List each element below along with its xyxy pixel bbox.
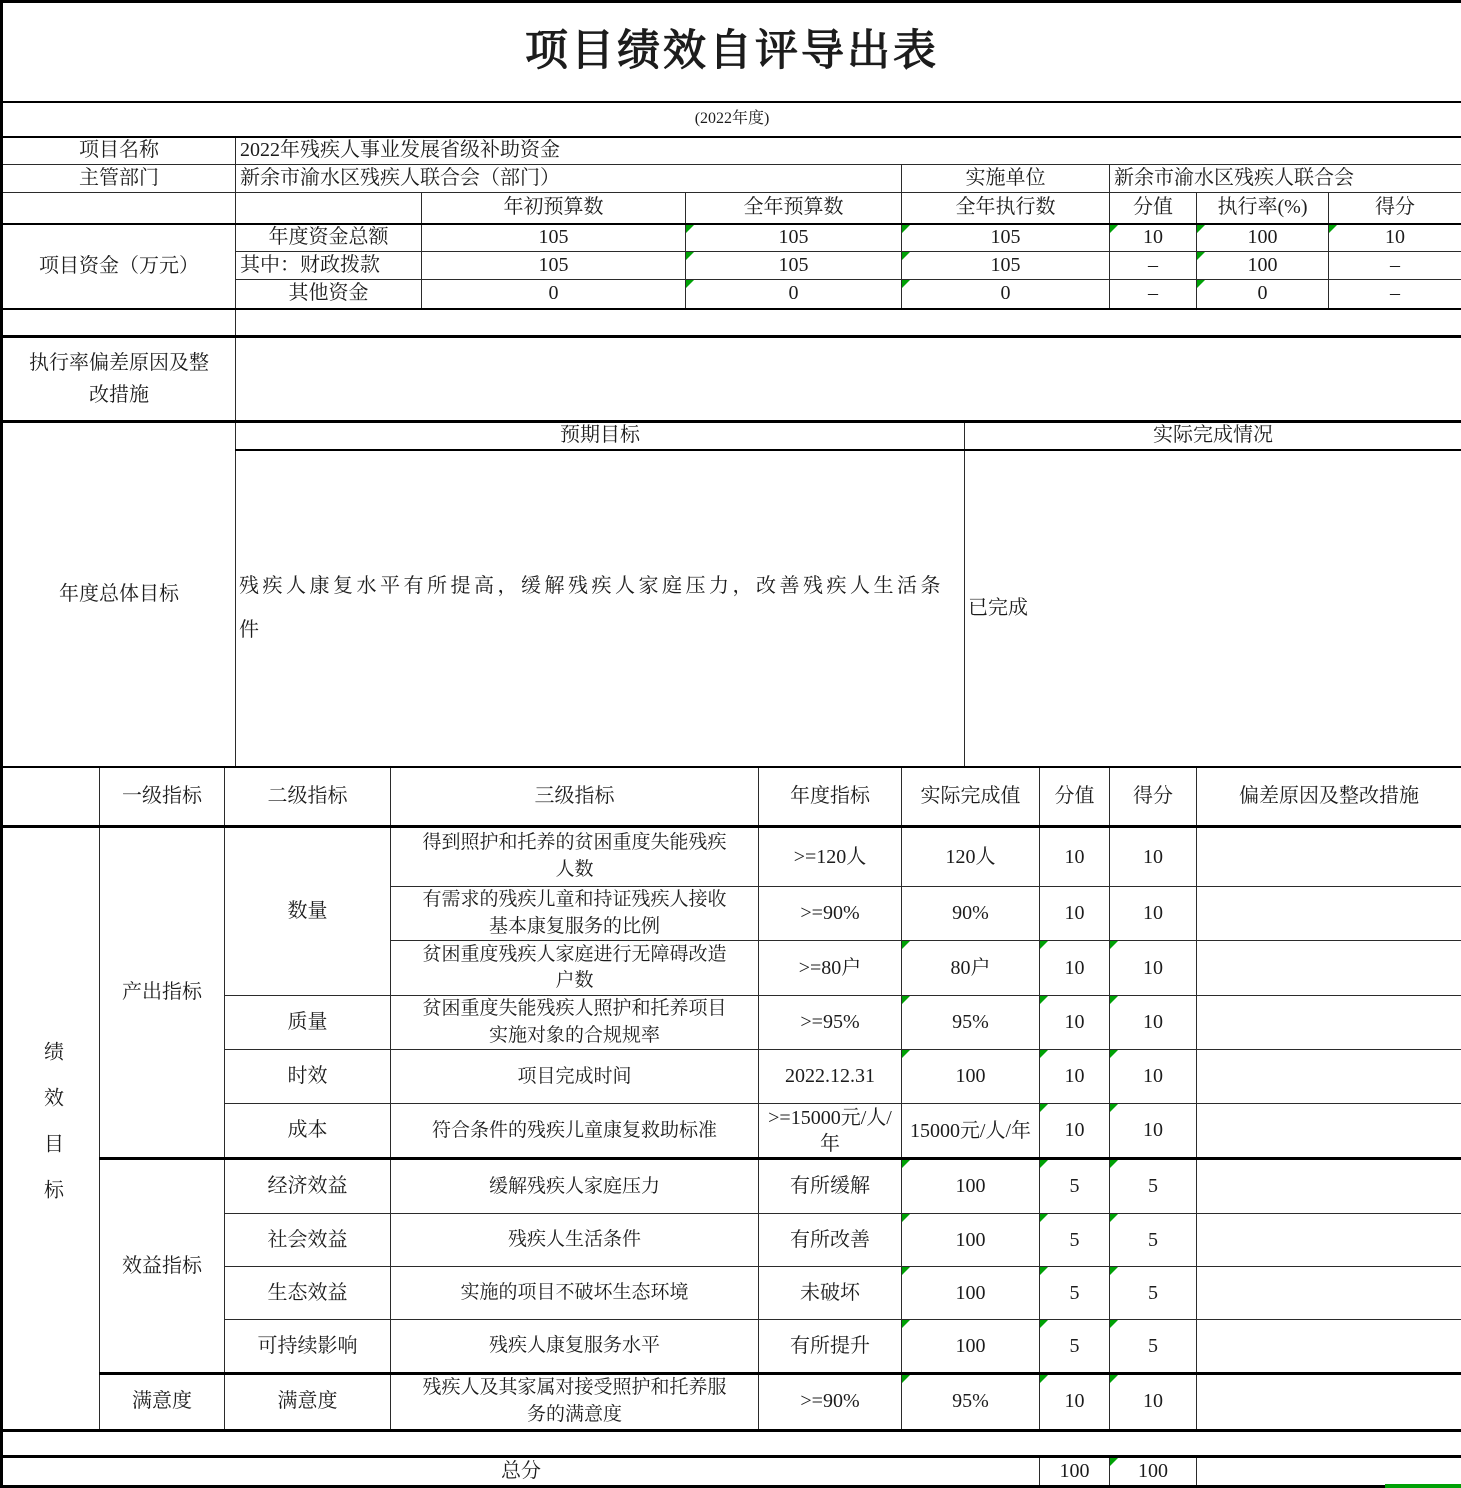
department-row	[2, 165, 1461, 193]
cell-deviation	[1197, 1050, 1461, 1104]
cell-text: 0	[1258, 282, 1268, 304]
cell-text: 10	[1143, 1390, 1163, 1412]
cell-deviation	[1197, 887, 1461, 941]
deviation-label: 执行率偏差原因及整改措施	[2, 337, 236, 422]
green-corner-indicator	[1040, 1320, 1048, 1328]
cell-annual-budget	[686, 280, 902, 309]
cell-l2-economic: 经济效益	[225, 1159, 391, 1214]
spacer-cell-right	[236, 309, 1461, 337]
deviation-value	[236, 337, 1461, 422]
spacer-row	[2, 1430, 1461, 1456]
cell-text: 100	[1248, 254, 1278, 276]
green-corner-indicator	[1110, 1320, 1118, 1328]
total-deviation-empty	[1197, 1456, 1461, 1486]
cell-text: 100	[956, 1065, 986, 1087]
goal-expected-header: 预期目标	[236, 422, 965, 450]
page-title: 项目绩效自评导出表	[2, 2, 1461, 102]
cell-score-value	[1040, 1267, 1110, 1320]
cell-text: 10	[1065, 957, 1085, 979]
cell-annual-execution	[902, 252, 1110, 280]
cell-text: 10	[1385, 226, 1405, 248]
green-corner-indicator	[902, 1320, 910, 1328]
cell-text: 100	[956, 1175, 986, 1197]
cell-score	[1110, 1050, 1197, 1104]
cell-deviation	[1197, 941, 1461, 996]
green-corner-indicator	[1110, 996, 1118, 1004]
cell-text: 5	[1148, 1229, 1158, 1251]
cell-actual: 90%	[902, 887, 1040, 941]
cell-text: 100	[956, 1335, 986, 1357]
cell-text: 5	[1070, 1282, 1080, 1304]
green-corner-indicator	[902, 225, 910, 233]
cell-score	[1110, 1267, 1197, 1320]
cell-deviation	[1197, 1374, 1461, 1430]
cell-score-value	[1040, 1050, 1110, 1104]
green-corner-indicator	[902, 1267, 910, 1275]
funds-row-name: 其中：财政拨款	[236, 252, 422, 280]
cell-deviation	[1197, 1159, 1461, 1214]
cell-text: 5	[1148, 1335, 1158, 1357]
col-header-initial-budget: 年初预算数	[422, 193, 686, 224]
cell-l2-social: 社会效益	[225, 1214, 391, 1267]
green-corner-indicator	[902, 280, 910, 288]
total-score	[1110, 1456, 1197, 1486]
performance-goal-vertical-label: 绩效目标	[2, 827, 100, 1431]
cell-target: 有所缓解	[759, 1159, 902, 1214]
project-name-row	[2, 137, 1461, 165]
cell-l2-quantity: 数量	[225, 827, 391, 996]
cell-score: –	[1329, 252, 1461, 280]
header-score: 得分	[1110, 767, 1197, 827]
funds-row-name: 年度资金总额	[236, 224, 422, 252]
indicator-row	[2, 827, 1461, 887]
green-corner-indicator	[686, 225, 694, 233]
cell-score	[1110, 1104, 1197, 1159]
cell-text: 10	[1143, 226, 1163, 248]
dept-value: 新余市渝水区残疾人联合会（部门）	[236, 165, 902, 193]
cell-annual-execution	[902, 224, 1110, 252]
total-label: 总分	[2, 1456, 1040, 1486]
green-corner-indicator	[686, 280, 694, 288]
cell-text: 5	[1070, 1175, 1080, 1197]
green-corner-indicator	[1110, 1458, 1118, 1466]
green-corner-indicator	[902, 1160, 910, 1168]
col-header-annual-execution: 全年执行数	[902, 193, 1110, 224]
cell-deviation	[1197, 1267, 1461, 1320]
cell-target: >=90%	[759, 887, 902, 941]
col-header-annual-budget: 全年预算数	[686, 193, 902, 224]
header-l2: 二级指标	[225, 767, 391, 827]
cell-target: >=15000元/人/年	[759, 1104, 902, 1159]
impl-unit-value: 新余市渝水区残疾人联合会	[1110, 165, 1461, 193]
cell-actual	[902, 1159, 1040, 1214]
cell-text: 100	[956, 1282, 986, 1304]
cell-score-value	[1040, 941, 1110, 996]
cell-score-value: 10	[1040, 887, 1110, 941]
cell-actual	[902, 1374, 1040, 1430]
cell-l3: 残疾人及其家属对接受照护和托养服务的满意度	[391, 1374, 759, 1430]
goal-actual-value: 已完成	[965, 450, 1461, 767]
cell-deviation	[1197, 827, 1461, 887]
indicator-row	[2, 1374, 1461, 1430]
cell-l3: 实施的项目不破坏生态环境	[391, 1267, 759, 1320]
cell-text: 100	[956, 1229, 986, 1251]
cell-deviation	[1197, 1214, 1461, 1267]
green-corner-indicator	[1040, 1160, 1048, 1168]
cell-score	[1110, 1159, 1197, 1214]
cell-text: 5	[1070, 1335, 1080, 1357]
green-corner-indicator	[902, 1214, 910, 1222]
total-row	[2, 1456, 1461, 1486]
impl-unit-label: 实施单位	[902, 165, 1110, 193]
cell-l3: 有需求的残疾儿童和持证残疾人接收基本康复服务的比例	[391, 887, 759, 941]
cell-l1-satisfaction: 满意度	[100, 1374, 225, 1430]
year-subtitle: (2022年度)	[2, 102, 1461, 137]
green-corner-indicator	[1110, 1214, 1118, 1222]
cell-text: 5	[1070, 1229, 1080, 1251]
cell-score-value: –	[1110, 252, 1197, 280]
green-corner-indicator	[1110, 1267, 1118, 1275]
cell-l2-satisfaction: 满意度	[225, 1374, 391, 1430]
cell-target: 有所改善	[759, 1214, 902, 1267]
cell-text: 10	[1065, 1119, 1085, 1141]
cell-execution-rate	[1197, 280, 1329, 309]
funds-row-name: 其他资金	[236, 280, 422, 309]
cell-text: 105	[779, 254, 809, 276]
cell-text: 10	[1143, 957, 1163, 979]
green-corner-indicator	[902, 252, 910, 260]
green-corner-indicator	[1110, 1050, 1118, 1058]
goal-actual-header: 实际完成情况	[965, 422, 1461, 450]
cell-score-value	[1040, 1320, 1110, 1374]
cell-score	[1329, 224, 1461, 252]
cell-actual	[902, 996, 1040, 1050]
spacer-cell-left	[2, 309, 236, 337]
cell-score	[1110, 1320, 1197, 1374]
cell-l1-benefit: 效益指标	[100, 1159, 225, 1374]
cell-text: 0	[789, 282, 799, 304]
cell-initial-budget: 105	[422, 224, 686, 252]
title-row	[2, 2, 1461, 102]
cell-text: 80户	[951, 957, 991, 979]
cell-target: 有所提升	[759, 1320, 902, 1374]
cell-actual	[902, 1050, 1040, 1104]
cell-deviation	[1197, 1320, 1461, 1374]
funds-header-empty1	[2, 193, 236, 224]
cell-text: 95%	[952, 1390, 989, 1412]
green-corner-indicator	[1110, 1160, 1118, 1168]
cell-text: 95%	[952, 1011, 989, 1033]
cell-text: 100	[1248, 226, 1278, 248]
col-header-execution-rate: 执行率(%)	[1197, 193, 1329, 224]
funds-row-total	[2, 224, 1461, 252]
cell-target: >=120人	[759, 827, 902, 887]
cell-score: –	[1329, 280, 1461, 309]
green-corner-indicator	[1040, 941, 1048, 949]
cell-text: 100	[1138, 1460, 1168, 1482]
cell-initial-budget: 0	[422, 280, 686, 309]
cell-score-value	[1040, 1214, 1110, 1267]
sheet-boundary-green-mark	[1385, 1484, 1461, 1488]
cell-score-value	[1110, 224, 1197, 252]
cell-l3: 残疾人生活条件	[391, 1214, 759, 1267]
green-corner-indicator	[1197, 252, 1205, 260]
goal-header-row	[2, 422, 1461, 450]
cell-actual	[902, 941, 1040, 996]
indicator-header-empty	[2, 767, 100, 827]
cell-actual	[902, 1320, 1040, 1374]
spacer-row	[2, 309, 1461, 337]
cell-l3: 项目完成时间	[391, 1050, 759, 1104]
green-corner-indicator	[902, 1050, 910, 1058]
indicator-row	[2, 1159, 1461, 1214]
green-corner-indicator	[1040, 1104, 1048, 1112]
cell-l3: 得到照护和托养的贫困重度失能残疾人数	[391, 827, 759, 887]
green-corner-indicator	[1197, 225, 1205, 233]
cell-score	[1110, 1374, 1197, 1430]
cell-annual-budget	[686, 252, 902, 280]
green-corner-indicator	[1110, 1375, 1118, 1383]
project-name-value: 2022年残疾人事业发展省级补助资金	[236, 137, 1461, 165]
header-score-value: 分值	[1040, 767, 1110, 827]
total-score-value: 100	[1040, 1456, 1110, 1486]
header-l1: 一级指标	[100, 767, 225, 827]
green-corner-indicator	[686, 252, 694, 260]
indicator-header-row	[2, 767, 1461, 827]
green-corner-indicator	[1197, 280, 1205, 288]
cell-text: 105	[991, 226, 1021, 248]
cell-text: 5	[1148, 1175, 1158, 1197]
project-name-label: 项目名称	[2, 137, 236, 165]
funds-header-empty2	[236, 193, 422, 224]
funds-header-row	[2, 193, 1461, 224]
cell-l3: 贫困重度失能残疾人照护和托养项目实施对象的合规规率	[391, 996, 759, 1050]
green-corner-indicator	[902, 996, 910, 1004]
green-corner-indicator	[1040, 1214, 1048, 1222]
green-corner-indicator	[1110, 941, 1118, 949]
header-actual: 实际完成值	[902, 767, 1040, 827]
deviation-row	[2, 337, 1461, 422]
cell-score-value: 10	[1040, 827, 1110, 887]
spacer-cell	[2, 1430, 1461, 1456]
cell-annual-execution	[902, 280, 1110, 309]
cell-text: 10	[1065, 1390, 1085, 1412]
cell-l3: 缓解残疾人家庭压力	[391, 1159, 759, 1214]
subtitle-row	[2, 102, 1461, 137]
cell-score-value	[1040, 1374, 1110, 1430]
cell-score-value	[1040, 996, 1110, 1050]
funds-label: 项目资金（万元）	[2, 224, 236, 309]
cell-score	[1110, 941, 1197, 996]
green-corner-indicator	[902, 1375, 910, 1383]
cell-score-value	[1040, 1104, 1110, 1159]
cell-text: 10	[1143, 1119, 1163, 1141]
green-corner-indicator	[1040, 1375, 1048, 1383]
cell-l3: 残疾人康复服务水平	[391, 1320, 759, 1374]
cell-l3: 符合条件的残疾儿童康复救助标准	[391, 1104, 759, 1159]
cell-text: 10	[1143, 1065, 1163, 1087]
cell-annual-budget	[686, 224, 902, 252]
green-corner-indicator	[1329, 225, 1337, 233]
cell-l2-sustainable: 可持续影响	[225, 1320, 391, 1374]
green-corner-indicator	[902, 941, 910, 949]
cell-score: 10	[1110, 827, 1197, 887]
cell-execution-rate	[1197, 224, 1329, 252]
cell-l2-quality: 质量	[225, 996, 391, 1050]
header-deviation: 偏差原因及整改措施	[1197, 767, 1461, 827]
cell-actual	[902, 1267, 1040, 1320]
goal-label: 年度总体目标	[2, 422, 236, 767]
cell-text: 10	[1065, 1011, 1085, 1033]
col-header-score: 得分	[1329, 193, 1461, 224]
cell-score: 10	[1110, 887, 1197, 941]
green-corner-indicator	[1040, 1267, 1048, 1275]
green-corner-indicator	[1110, 1104, 1118, 1112]
cell-initial-budget: 105	[422, 252, 686, 280]
cell-target: 2022.12.31	[759, 1050, 902, 1104]
cell-text: 0	[1001, 282, 1011, 304]
cell-score	[1110, 996, 1197, 1050]
cell-l1-output: 产出指标	[100, 827, 225, 1159]
col-header-score-value: 分值	[1110, 193, 1197, 224]
green-corner-indicator	[1040, 996, 1048, 1004]
cell-target: >=95%	[759, 996, 902, 1050]
green-corner-indicator	[1040, 1050, 1048, 1058]
cell-text: 105	[991, 254, 1021, 276]
cell-text: 10	[1143, 1011, 1163, 1033]
cell-l2-ecological: 生态效益	[225, 1267, 391, 1320]
cell-text: 5	[1148, 1282, 1158, 1304]
header-target: 年度指标	[759, 767, 902, 827]
cell-score-value: –	[1110, 280, 1197, 309]
cell-target: 未破坏	[759, 1267, 902, 1320]
cell-actual: 120人	[902, 827, 1040, 887]
goal-expected-value: 残疾人康复水平有所提高，缓解残疾人家庭压力，改善残疾人生活条件	[236, 450, 965, 767]
cell-score	[1110, 1214, 1197, 1267]
cell-l2-timeliness: 时效	[225, 1050, 391, 1104]
header-l3: 三级指标	[391, 767, 759, 827]
cell-deviation	[1197, 996, 1461, 1050]
cell-actual	[902, 1214, 1040, 1267]
dept-label: 主管部门	[2, 165, 236, 193]
cell-target: >=80户	[759, 941, 902, 996]
green-corner-indicator	[1110, 225, 1118, 233]
cell-l3: 贫困重度残疾人家庭进行无障碍改造户数	[391, 941, 759, 996]
cell-target: >=90%	[759, 1374, 902, 1430]
cell-actual: 15000元/人/年	[902, 1104, 1040, 1159]
cell-l2-cost: 成本	[225, 1104, 391, 1159]
cell-deviation	[1197, 1104, 1461, 1159]
cell-execution-rate	[1197, 252, 1329, 280]
cell-text: 105	[779, 226, 809, 248]
cell-text: 10	[1065, 1065, 1085, 1087]
cell-score-value	[1040, 1159, 1110, 1214]
